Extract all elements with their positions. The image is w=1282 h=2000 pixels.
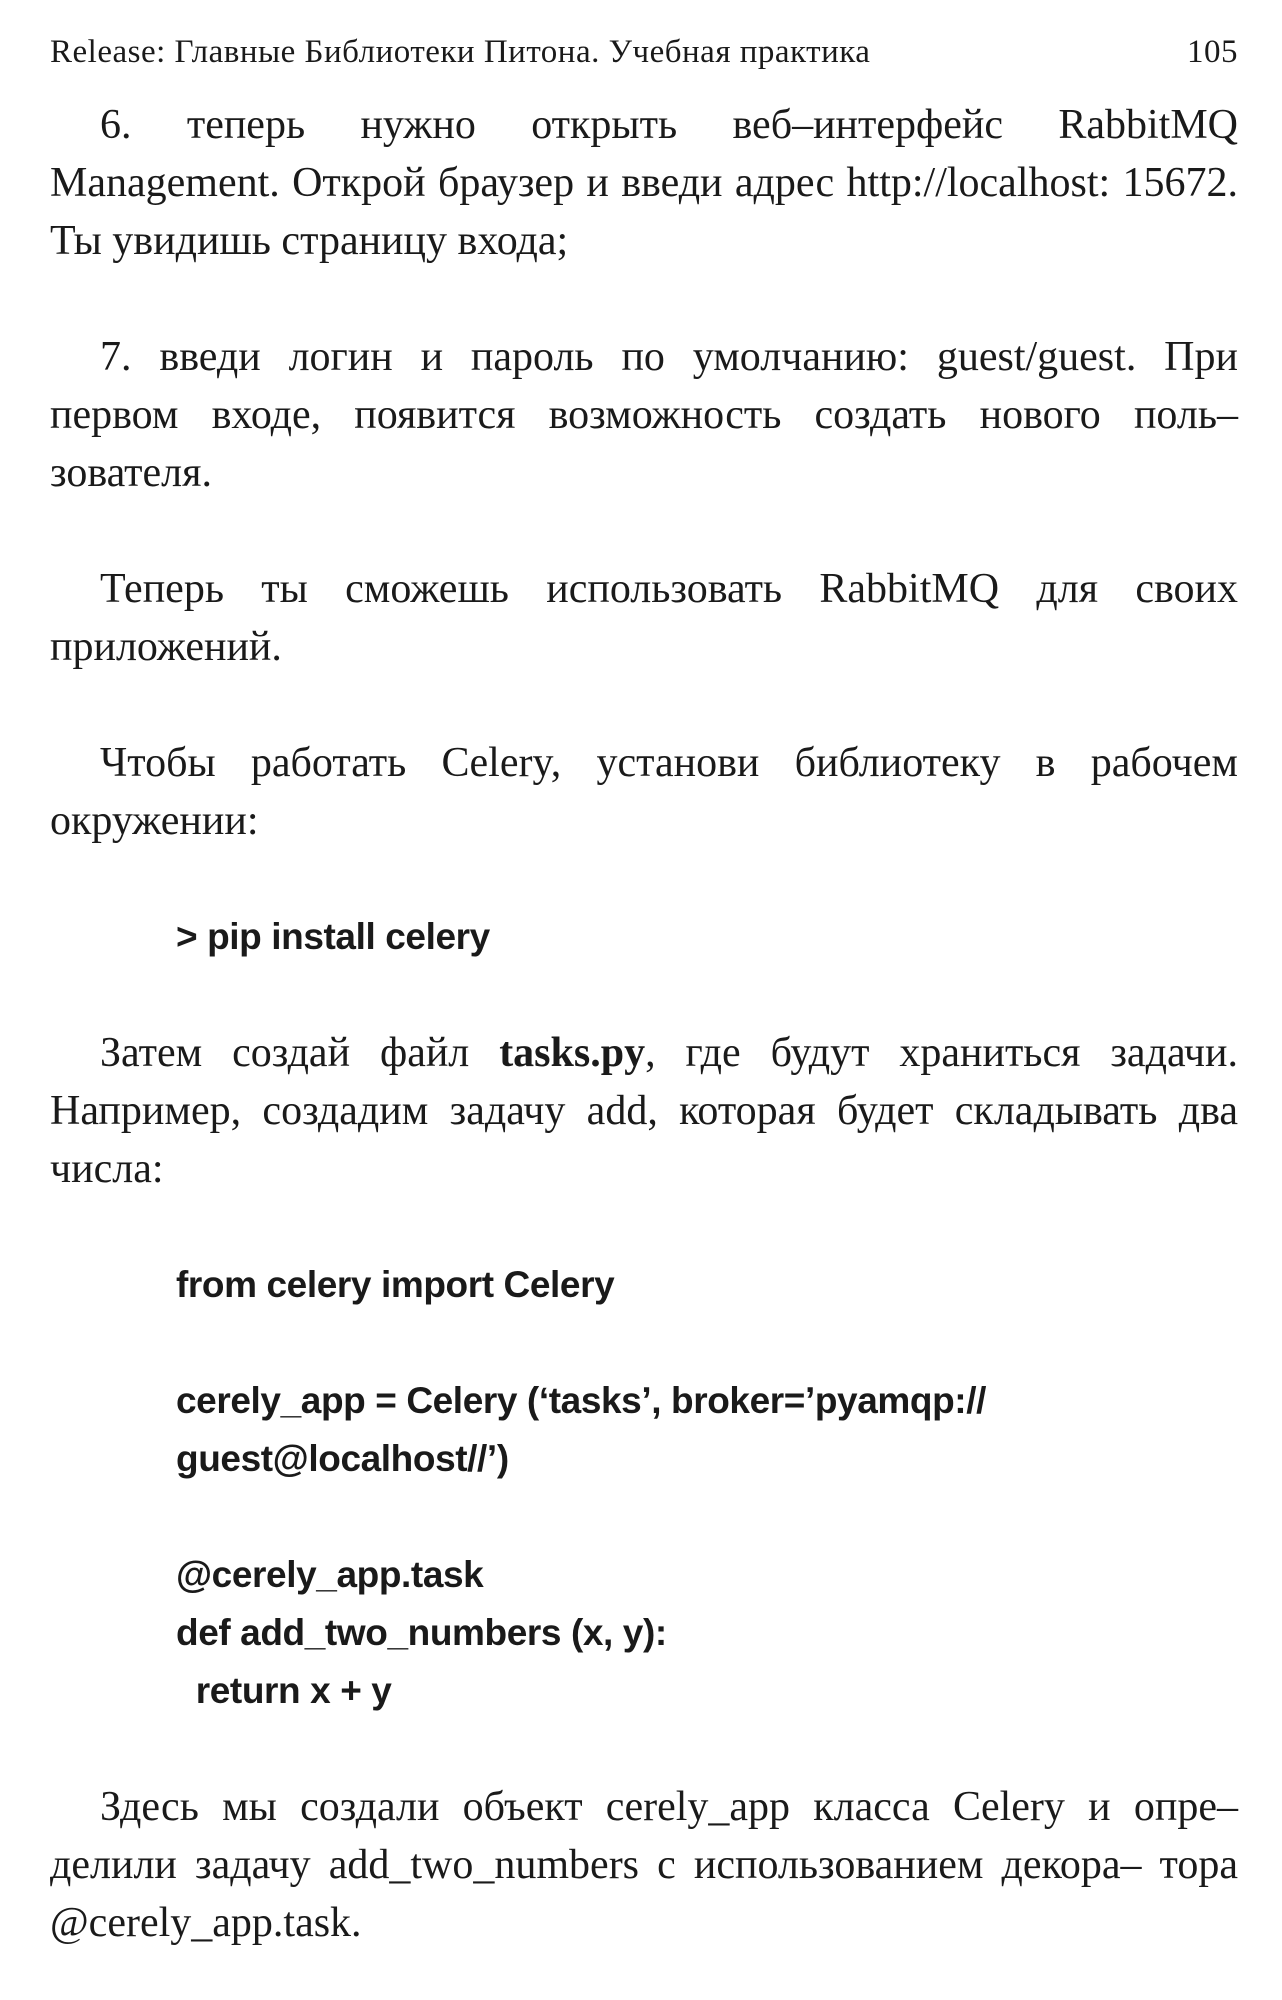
code-line-return: return x + y: [176, 1670, 392, 1711]
tasks-intro-before: Затем создай файл: [100, 1030, 500, 1076]
running-title: Release: Главные Библиотеки Питона. Учебная практика: [50, 34, 871, 70]
page-number: 105: [1187, 34, 1238, 70]
paragraph-after-steps: Теперь ты сможешь использовать RabbitMQ для своих приложений.: [50, 566, 1238, 670]
paragraph-step-7: 7. введи логин и пароль по умолчанию: guest/guest. При первом входе, появится возможность создать нового поль– зователя.: [50, 334, 1238, 496]
paragraph-step-6: 6. теперь нужно открыть веб–интерфейс RabbitMQ Management. Открой браузер и введи адрес http://localhost: 15672. Ты увидишь страницу входа;: [50, 102, 1238, 264]
tasks-intro-after: , где будут храниться задачи. Например, создадим задачу add, которая будет складывать два числа:: [50, 1030, 1238, 1192]
book-page: [50, 30, 1238, 1970]
paragraph-tasks-intro: [50, 1024, 1238, 1198]
code-line-app: cerely_app = Celery (‘tasks’, broker=’pyamqp://: [176, 1380, 986, 1421]
tasks-filename: tasks.py: [499, 1030, 646, 1076]
code-line-decorator: @cerely_app.task: [176, 1554, 484, 1595]
install-command: > pip install celery: [176, 916, 490, 957]
code-line-import: from celery import Celery: [176, 1264, 615, 1305]
paragraph-explanation: Здесь мы создали объект cerely_app класса Celery и опре– делили задачу add_two_numbers с использованием декора– тора @cerely_app.task.: [50, 1784, 1238, 1946]
paragraph-install-intro: Чтобы работать Celery, установи библиотеку в рабочем окружении:: [50, 740, 1238, 844]
running-head: [50, 30, 1238, 74]
code-line-broker: guest@localhost//’): [176, 1438, 509, 1479]
code-line-def: def add_two_numbers (x, y):: [176, 1612, 667, 1653]
code-block: [50, 1256, 1238, 1720]
